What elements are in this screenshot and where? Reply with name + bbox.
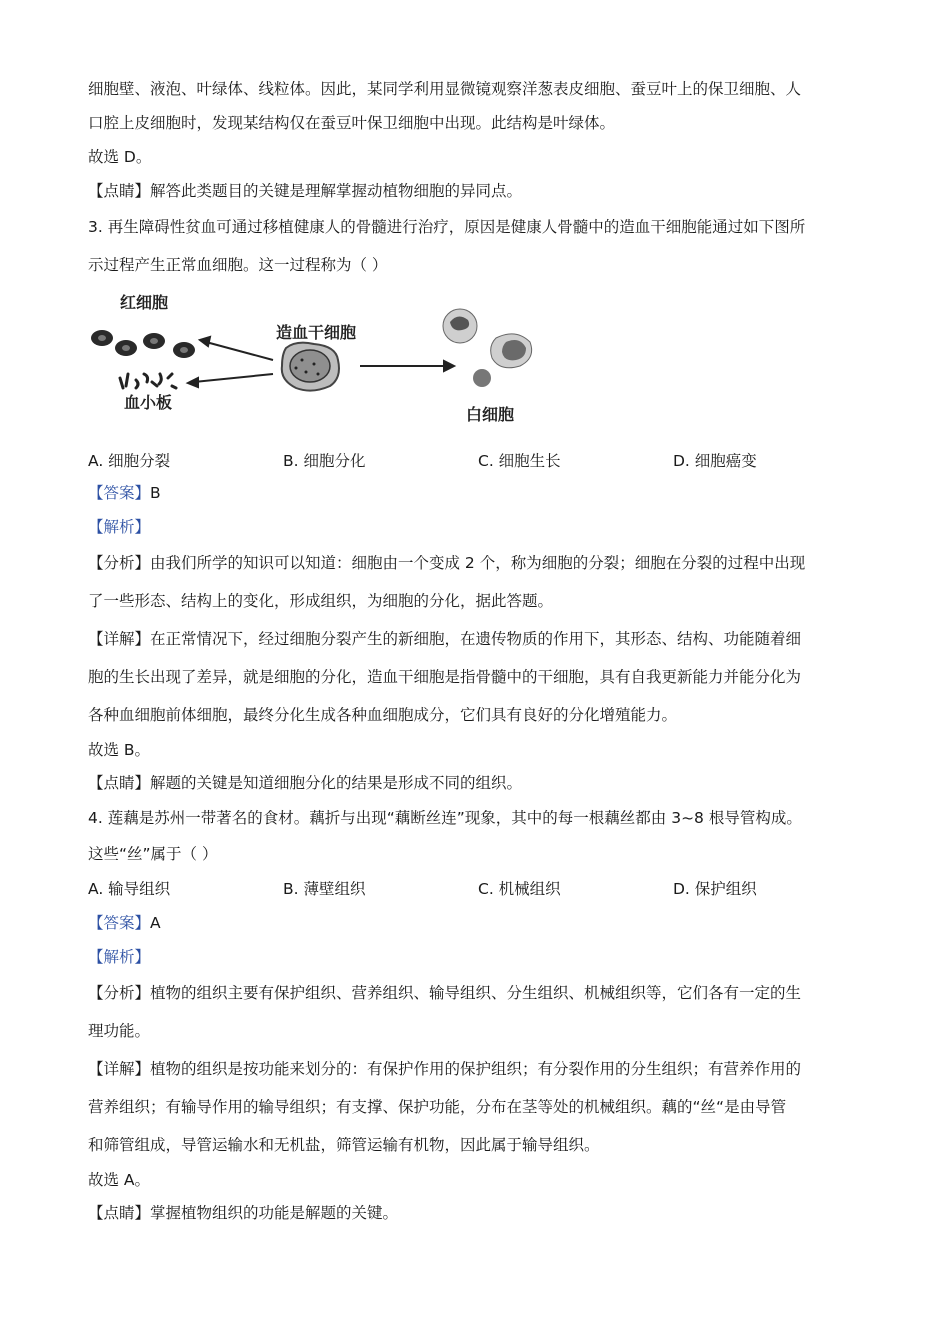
detail-text: 营养组织；有输导作用的输导组织；有支撑、保护功能，分布在茎等处的机械组织。藕的“丝“是由导管 — [88, 1098, 787, 1116]
detail-text: 各种血细胞前体细胞，最终分化生成各种血细胞成分，它们具有良好的分化增殖能力。 — [88, 706, 678, 724]
text-line: 【点睛】解答此类题目的关键是理解掌握动植物细胞的异同点。 — [88, 182, 523, 200]
analysis-tag: 【解析】 — [88, 948, 151, 966]
hematopoiesis-figure — [88, 293, 558, 438]
question-3-options — [88, 446, 868, 476]
answer-line — [88, 906, 868, 940]
option-c[interactable]: C. 机械组织 — [478, 880, 561, 898]
platelet-label: 血小板 — [124, 393, 173, 412]
analysis-text: 了一些形态、结构上的变化，形成组织，为细胞的分化，据此答题。 — [88, 592, 554, 610]
text-line: 细胞壁、液泡、叶绿体、线粒体。因此，某同学利用显微镜观察洋葱表皮细胞、蚕豆叶上的保卫细胞、人 — [88, 80, 802, 98]
question-4-options — [88, 872, 868, 906]
answer-tag: 【答案】 — [88, 484, 151, 502]
option-a[interactable]: A. 输导组织 — [88, 880, 171, 898]
text-line: 口腔上皮细胞时，发现某结构仅在蚕豆叶保卫细胞中出现。此结构是叶绿体。 — [88, 114, 616, 132]
analysis-text: 【分析】植物的组织主要有保护组织、营养组织、输导组织、分生组织、机械组织等，它们各有一定的生 — [88, 984, 802, 1002]
detail-text: 【详解】植物的组织是按功能来划分的：有保护作用的保护组织；有分裂作用的分生组织；有营养作用的 — [88, 1060, 802, 1078]
document-page — [88, 72, 868, 1230]
white-cell-label: 白细胞 — [466, 405, 515, 424]
answer-line — [88, 476, 868, 510]
answer-tag: 【答案】 — [88, 914, 151, 932]
text-line: 故选 D。 — [88, 148, 152, 166]
question-3-stem-cont: 示过程产生正常血细胞。这一过程称为（ ） — [88, 256, 388, 274]
red-cell-label: 红细胞 — [120, 293, 169, 312]
analysis-tag: 【解析】 — [88, 518, 151, 536]
answer-value: B — [150, 484, 161, 502]
stem-cell — [282, 343, 339, 391]
detail-text: 【详解】在正常情况下，经过细胞分裂产生的新细胞，在遗传物质的作用下，其形态、结构、功能随着细 — [88, 630, 802, 648]
option-d[interactable]: D. 保护组织 — [673, 880, 757, 898]
option-b[interactable]: B. 薄壁组织 — [283, 880, 366, 898]
question-4-stem: 4. 莲藕是苏州一带著名的食材。藕折与出现“藕断丝连”现象，其中的每一根藕丝都由 3~8 根导管构成。 — [88, 809, 802, 827]
white-cells — [443, 309, 532, 387]
option-d[interactable]: D. 细胞癌变 — [673, 452, 757, 470]
question-3-stem: 3. 再生障碍性贫血可通过移植健康人的骨髓进行治疗，原因是健康人骨髓中的造血干细胞能通过如下图所 — [88, 218, 806, 236]
platelets — [120, 374, 176, 388]
answer-value: A — [150, 914, 161, 932]
option-c[interactable]: C. 细胞生长 — [478, 452, 561, 470]
red-blood-cells — [91, 330, 195, 358]
question-4-stem-cont: 这些“丝”属于（ ） — [88, 845, 218, 863]
detail-text: 胞的生长出现了差异，就是细胞的分化，造血干细胞是指骨髓中的干细胞，具有自我更新能力并能分化为 — [88, 668, 802, 686]
analysis-text: 【分析】由我们所学的知识可以知道：细胞由一个变成 2 个，称为细胞的分裂；细胞在分裂的过程中出现 — [88, 554, 806, 572]
stem-cell-label: 造血干细胞 — [276, 323, 357, 342]
detail-text: 和筛管组成，导管运输水和无机盐，筛管运输有机物，因此属于输导组织。 — [88, 1136, 600, 1154]
option-a[interactable]: A. 细胞分裂 — [88, 452, 171, 470]
analysis-text: 理功能。 — [88, 1022, 151, 1040]
option-b[interactable]: B. 细胞分化 — [283, 452, 366, 470]
tip-line: 【点睛】解题的关键是知道细胞分化的结果是形成不同的组织。 — [88, 774, 523, 792]
tip-line: 【点睛】掌握植物组织的功能是解题的关键。 — [88, 1204, 399, 1222]
choose-line: 故选 A。 — [88, 1171, 151, 1189]
choose-line: 故选 B。 — [88, 741, 151, 759]
